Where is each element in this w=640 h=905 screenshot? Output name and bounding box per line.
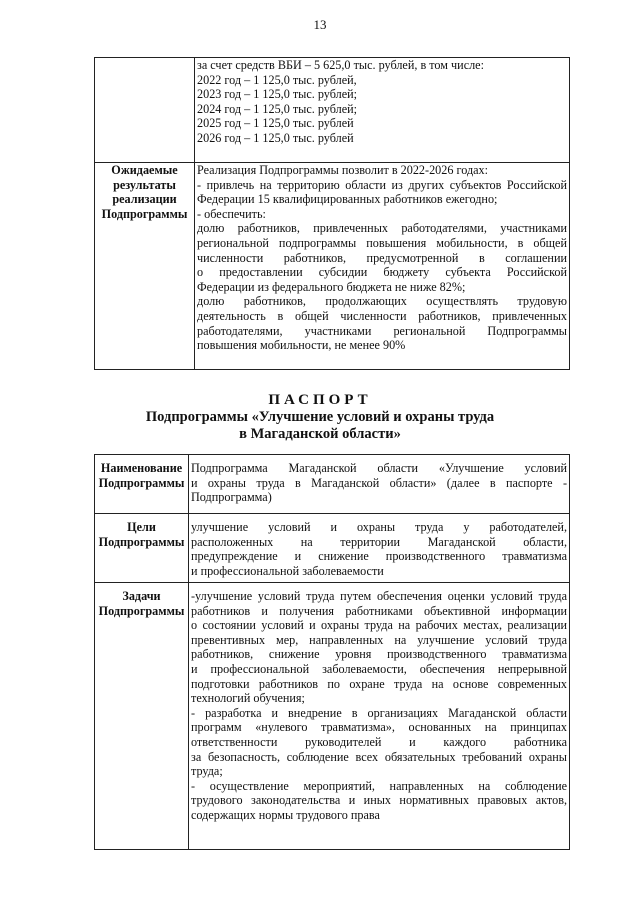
goals-line: предупреждение и снижение производственного травматизма (191, 549, 567, 564)
results-line: региональной подпрограммы повышения мобильности, в общей (197, 235, 567, 250)
passport-table (94, 454, 570, 850)
results-line: повышения мобильности, не менее 90% (197, 338, 406, 353)
funding-line: 2025 год – 1 125,0 тыс. рублей (197, 116, 354, 131)
name-line: и охраны труда в Магаданской области» (далее в паспорте - (191, 475, 567, 490)
tasks-line: о состоянии условий и охраны труда на рабочих местах, реализации (191, 618, 567, 633)
results-line: деятельность в общей численности работников, привлеченных (197, 308, 567, 323)
results-label: Подпрограммы (101, 206, 188, 221)
tasks-row (95, 583, 570, 850)
name-label-cell (95, 455, 189, 514)
funding-line: 2023 год – 1 125,0 тыс. рублей; (197, 87, 358, 102)
funding-row (95, 58, 570, 163)
funding-line: 2022 год – 1 125,0 тыс. рублей, (197, 72, 357, 87)
name-label: Подпрограммы (98, 475, 185, 490)
tasks-line: работников и получения работниками объективной информации (191, 603, 567, 618)
tasks-line: трудового законодательства и иных нормативных правовых актов, (191, 793, 567, 808)
results-line: Федерации 15 квалифицированных работников ежегодно; (197, 192, 498, 207)
results-line: - привлечь на территорию области из других субъектов Российской (197, 177, 567, 192)
tasks-line: программ «нулевого травматизма», основанных на принципах (191, 720, 567, 735)
results-label-cell (95, 163, 195, 370)
funding-line: 2026 год – 1 125,0 тыс. рублей (197, 130, 354, 145)
tasks-line: превентивных мер, направленных на улучшение условий труда (191, 632, 567, 647)
goals-label: Подпрограммы (98, 534, 185, 549)
name-text-cell (189, 455, 570, 514)
goals-label: Цели (127, 520, 156, 534)
goals-row (95, 514, 570, 583)
name-label: Наименование (100, 461, 183, 475)
results-line: численности работников, предусмотренной в соглашении (197, 250, 567, 265)
goals-label-cell (95, 514, 189, 583)
results-line: Реализация Подпрограммы позволит в 2022-2026 годах: (197, 163, 489, 177)
tasks-line: - осуществление мероприятий, направленных на соблюдение (191, 778, 567, 793)
funding-text-cell (195, 58, 570, 163)
tasks-line: подготовки работников по охране труда на основе современных (191, 676, 567, 691)
results-label: Ожидаемые (111, 163, 178, 177)
page-number: 13 (313, 17, 327, 32)
name-row (95, 455, 570, 514)
tasks-line: и профессиональной заболеваемости, обеспечения непрерывной (191, 661, 567, 676)
tasks-line: содержащих нормы трудового права (191, 807, 380, 822)
goals-line: и профессиональной заболеваемости (191, 563, 384, 578)
results-line: о предоставлении субсидии бюджету субъекта Российской (197, 265, 567, 280)
tasks-text-cell (189, 583, 570, 850)
tasks-line: - разработка и внедрение в организациях Магаданской области (191, 705, 567, 720)
name-line: Подпрограмма) (191, 490, 272, 505)
results-line: работодателями, участниками региональной Подпрограммы (197, 323, 567, 338)
funding-line: за счет средств ВБИ – 5 625,0 тыс. рублей, в том числе: (197, 58, 484, 72)
funding-label-cell (95, 58, 195, 163)
results-line: долю работников, продолжающих осуществлять трудовую (197, 294, 567, 309)
results-line: долю работников, привлеченных работодателями, участниками (197, 221, 567, 236)
funding-and-results-table (94, 57, 570, 370)
goals-text-cell (189, 514, 570, 583)
name-line: Подпрограмма Магаданской области «Улучшение условий (191, 461, 567, 475)
tasks-line: -улучшение условий труда путем обеспечения оценки условий труда (191, 589, 567, 603)
tasks-line: за безопасность, соблюдение всех обязательных требований охраны (191, 749, 567, 764)
tasks-label-cell (95, 583, 189, 850)
goals-line: расположенных на территории Магаданской области, (191, 534, 567, 549)
tasks-line: технологий обучения; (191, 691, 305, 706)
results-label: результаты (113, 177, 176, 192)
passport-title-block (0, 392, 640, 443)
results-line: Федерации из федерального бюджета не ниже 82%; (197, 279, 466, 294)
tasks-label: Задачи (122, 589, 161, 603)
tasks-line: ответственности руководителей и каждого работника (191, 734, 567, 749)
results-label: реализации (112, 192, 177, 207)
tasks-line: работников, снижение уровня производственного травматизма (191, 647, 567, 662)
tasks-line: труда; (191, 764, 223, 779)
results-text-cell (195, 163, 570, 370)
passport-title-line: в Магаданской области» (239, 426, 401, 442)
tasks-label: Подпрограммы (98, 603, 185, 618)
goals-line: улучшение условий и охраны труда у работодателей, (191, 520, 567, 534)
results-row (95, 163, 570, 370)
results-line: - обеспечить: (197, 206, 266, 221)
passport-title-line: Подпрограммы «Улучшение условий и охраны труда (145, 409, 495, 425)
passport-heading: ПАСПОРТ (268, 392, 372, 408)
funding-line: 2024 год – 1 125,0 тыс. рублей; (197, 101, 358, 116)
